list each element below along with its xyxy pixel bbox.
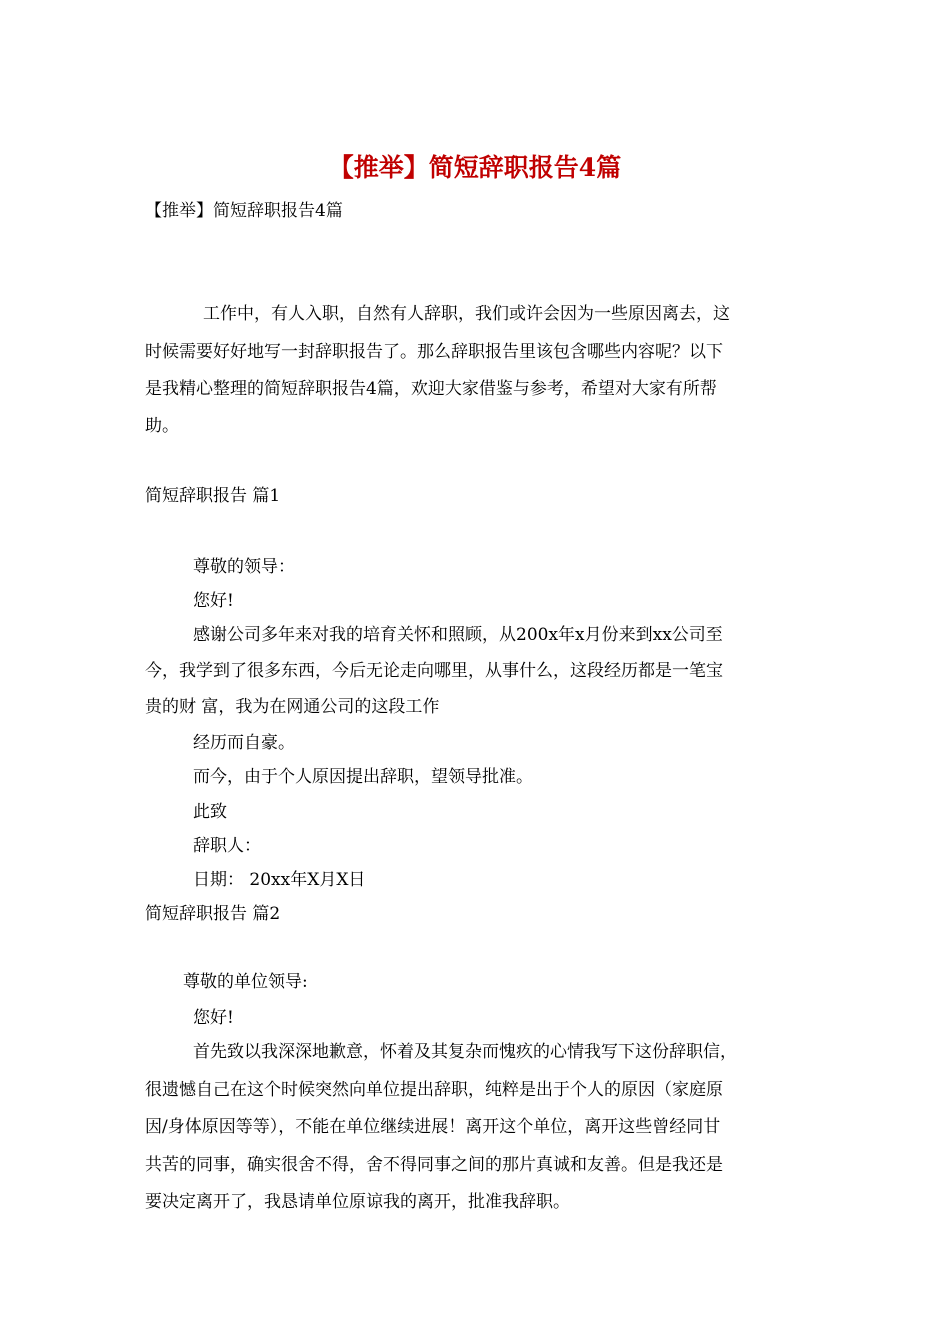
letter-line: 经历而自豪。 (193, 733, 295, 753)
letter-greeting: 尊敬的单位领导: (183, 972, 308, 992)
letter-line: 首先致以我深深地歉意，怀着及其复杂而愧疚的心情我写下这份辞职信， (193, 1042, 737, 1062)
document-subtitle: 【推举】简短辞职报告4篇 (145, 201, 343, 221)
letter-line: 今，我学到了很多东西，今后无论走向哪里，从事什么，这段经历都是一笔宝 (145, 661, 723, 681)
letter-line: 感谢公司多年来对我的培育关怀和照顾，从200x年x月份来到xx公司至 (193, 625, 723, 645)
section-heading: 简短辞职报告 篇2 (145, 904, 281, 924)
intro-line: 时候需要好好地写一封辞职报告了。那么辞职报告里该包含哪些内容呢？以下 (145, 342, 723, 362)
letter-greeting: 尊敬的领导： (193, 557, 295, 577)
section-heading: 简短辞职报告 篇1 (145, 486, 281, 506)
intro-line: 是我精心整理的简短辞职报告4篇，欢迎大家借鉴与参考，希望对大家有所帮 (145, 379, 717, 399)
intro-line: 工作中，有人入职，自然有人辞职，我们或许会因为一些原因离去，这 (203, 304, 730, 324)
letter-line: 因/身体原因等等），不能在单位继续进展！离开这个单位，离开这些曾经同甘 (145, 1117, 721, 1137)
letter-line: 贵的财 富，我为在网通公司的这段工作 (145, 697, 440, 717)
letter-hello: 您好! (193, 591, 234, 611)
letter-signer: 辞职人： (193, 836, 261, 856)
letter-line: 共苦的同事，确实很舍不得，舍不得同事之间的那片真诚和友善。但是我还是 (145, 1155, 723, 1175)
letter-hello: 您好! (193, 1008, 234, 1028)
letter-line: 要决定离开了，我恳请单位原谅我的离开，批准我辞职。 (145, 1192, 570, 1212)
letter-line: 而今，由于个人原因提出辞职，望领导批准。 (193, 767, 533, 787)
letter-closing: 此致 (193, 802, 227, 822)
letter-date: 日期： 20xx年X月X日 (193, 870, 366, 890)
letter-line: 很遗憾自己在这个时候突然向单位提出辞职，纯粹是出于个人的原因（家庭原 (145, 1080, 723, 1100)
document-title: 【推举】简短辞职报告4篇 (328, 153, 622, 182)
intro-line: 助。 (145, 416, 179, 436)
